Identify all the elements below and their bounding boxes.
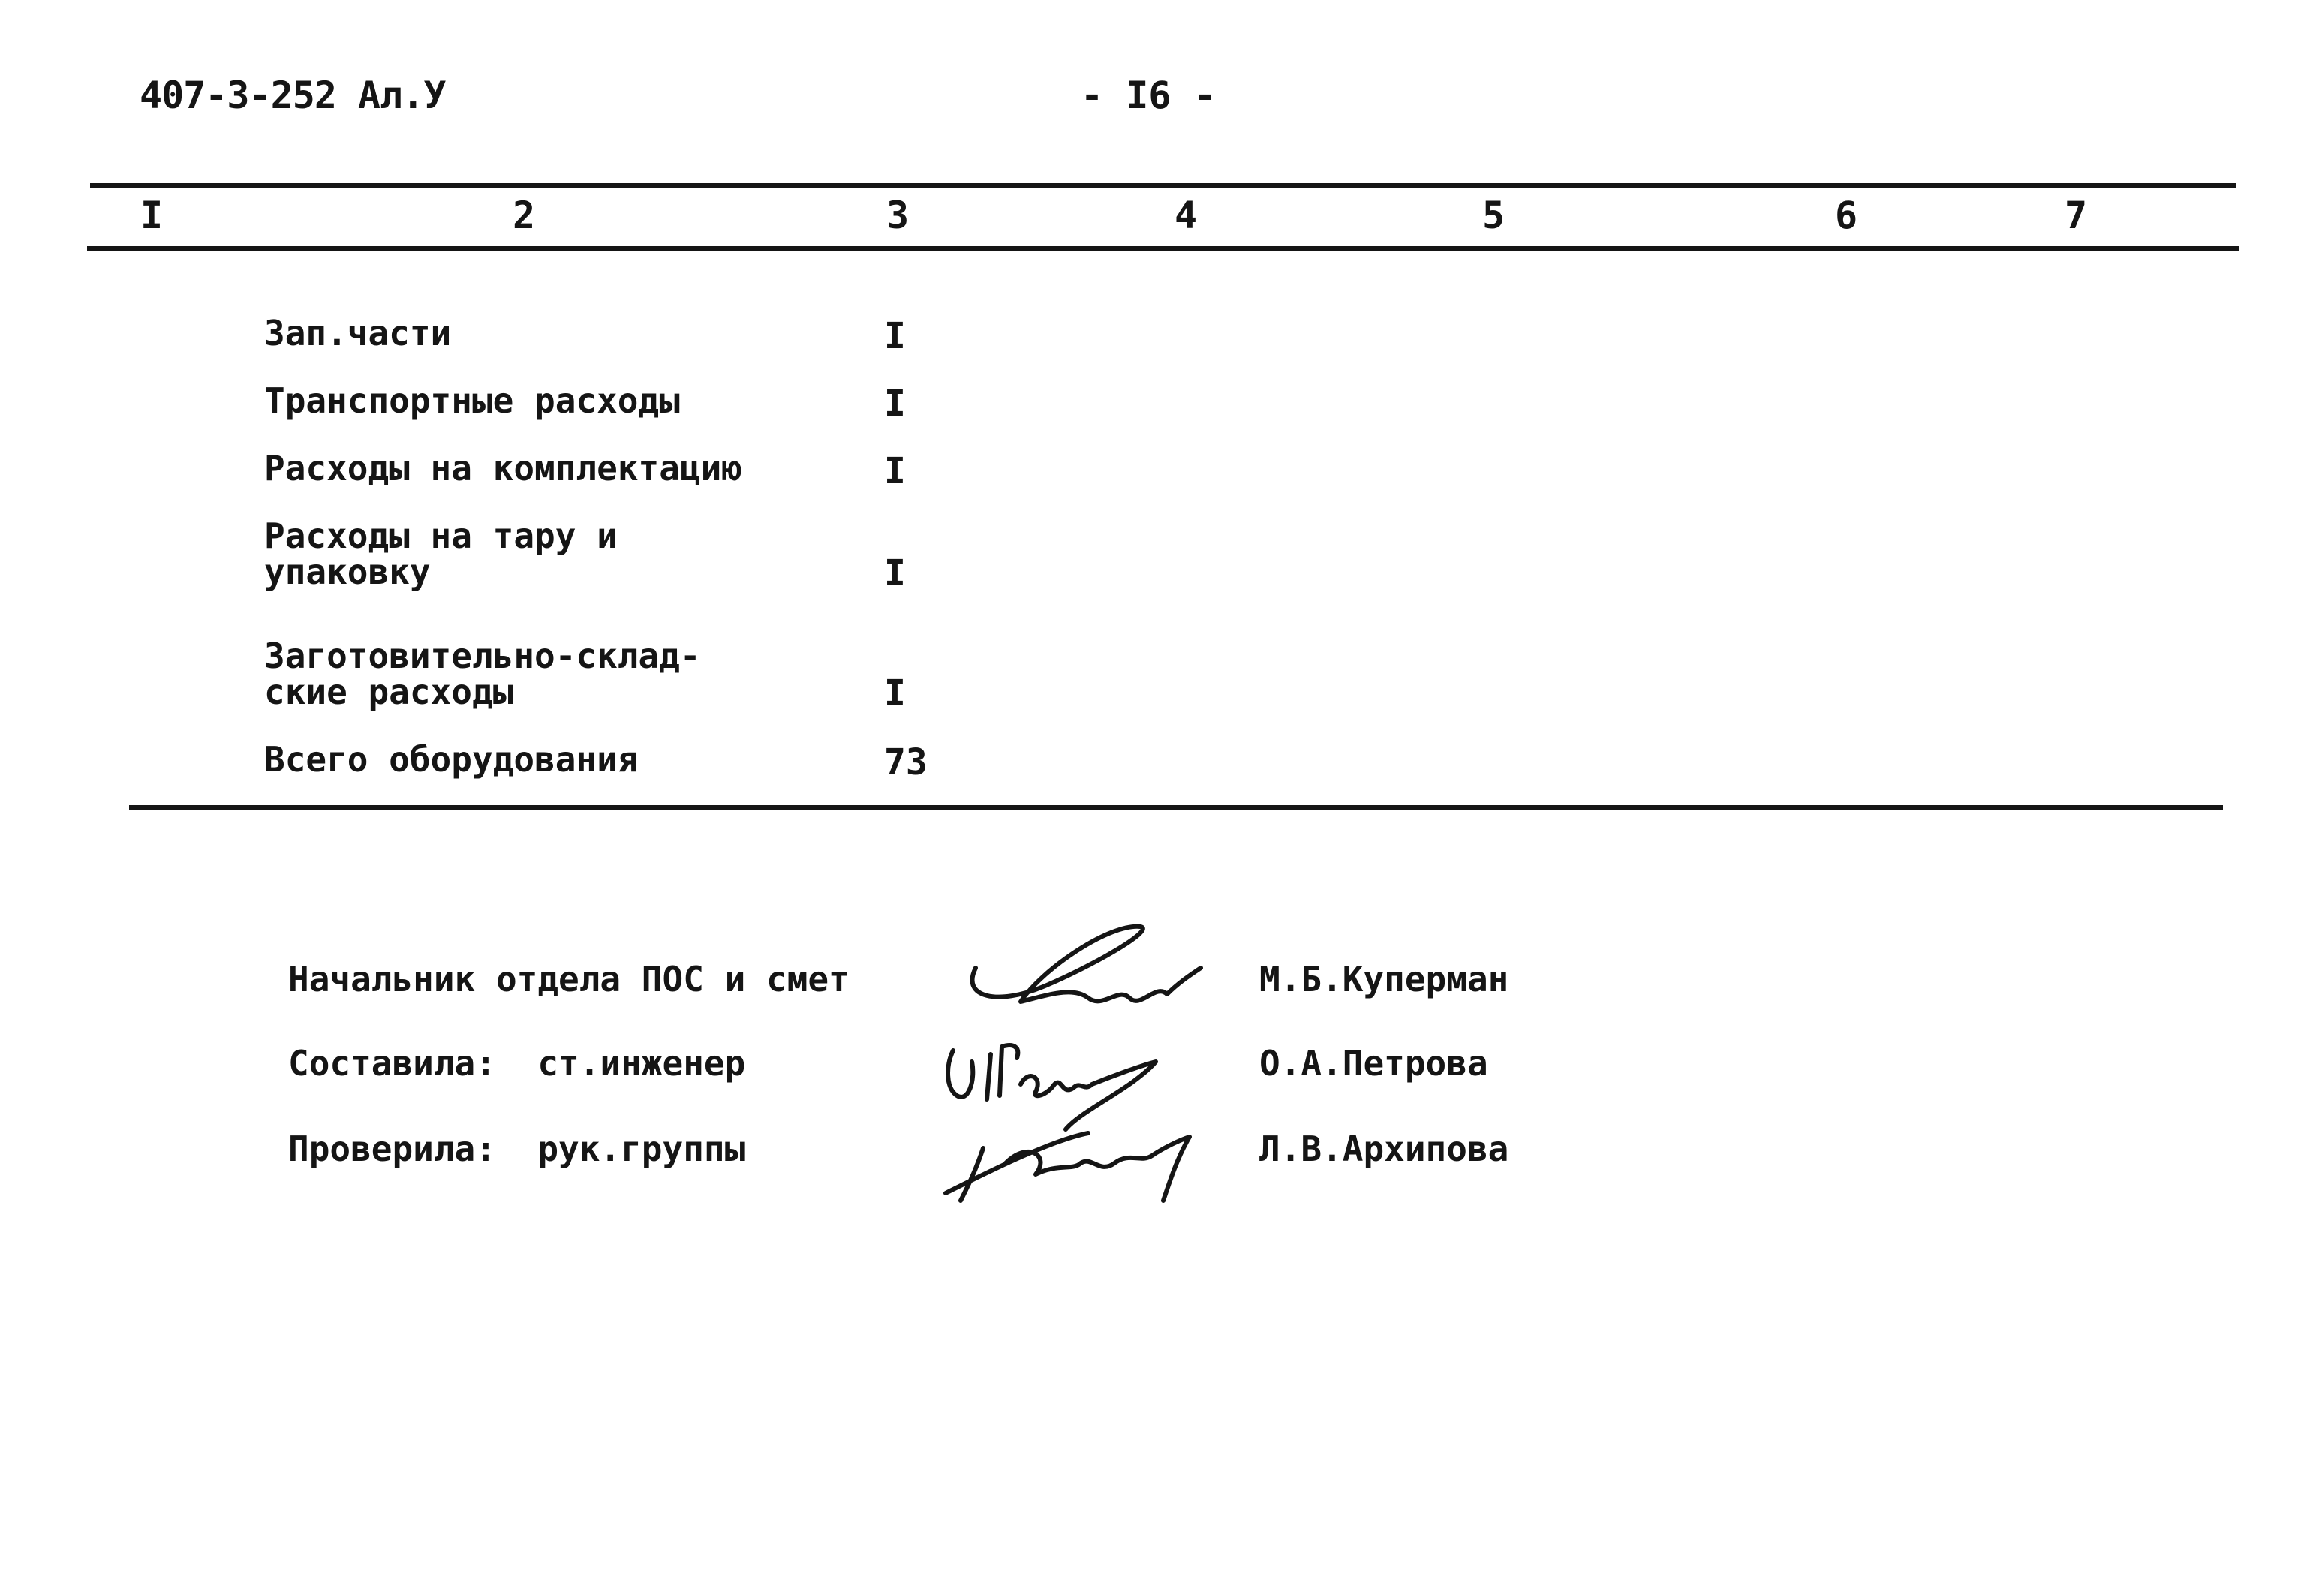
column-number-2: 2: [512, 194, 536, 237]
row-quantity: I: [884, 383, 906, 425]
row-label: Расходы на комплектацию: [264, 448, 742, 488]
document-code: 407-3-252 Ал.У: [140, 74, 446, 117]
handwritten-signatures: [931, 915, 1253, 1216]
row-label: Заготовительно-склад- ские расходы: [264, 636, 701, 712]
row-quantity: I: [884, 672, 906, 714]
row-quantity: I: [884, 552, 906, 594]
row-label: Расходы на тару и упаковку: [264, 515, 618, 592]
row-quantity: I: [884, 315, 906, 357]
row-label: Всего оборудования: [264, 739, 639, 780]
signatory-name: М.Б.Куперман: [1259, 959, 1509, 999]
column-number-3: 3: [886, 194, 910, 237]
column-number-4: 4: [1174, 194, 1198, 237]
signature-stroke-2: [948, 1045, 1156, 1129]
column-number-7: 7: [2064, 194, 2088, 237]
signature-stroke-1: [973, 927, 1201, 1002]
signatory-name: О.А.Петрова: [1259, 1043, 1488, 1084]
table-bottom-rule: [129, 805, 2223, 810]
row-quantity: I: [884, 450, 906, 492]
signature-role: Проверила: рук.группы: [288, 1129, 746, 1169]
table-top-rule: [90, 183, 2236, 188]
page-number: - I6 -: [1081, 74, 1217, 117]
column-number-6: 6: [1834, 194, 1858, 237]
row-label: Зап.части: [264, 313, 452, 353]
row-quantity: 73: [884, 741, 928, 783]
table-header-rule: [87, 246, 2239, 251]
column-number-1: I: [140, 194, 164, 237]
signatory-name: Л.В.Архипова: [1259, 1129, 1509, 1169]
signature-role: Составила: ст.инженер: [288, 1043, 746, 1084]
signature-stroke-3: [946, 1133, 1190, 1201]
row-label: Транспортные расходы: [264, 380, 680, 421]
signature-role: Начальник отдела ПОС и смет: [288, 959, 850, 999]
column-number-5: 5: [1481, 194, 1505, 237]
